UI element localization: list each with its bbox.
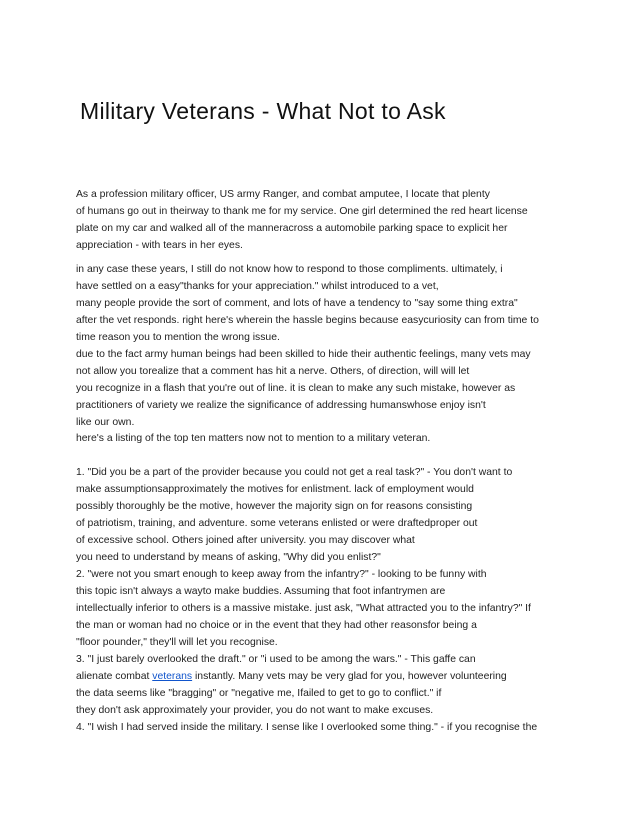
text-line: possibly thoroughly be the motive, however the majority sign on for reasons consisting — [76, 501, 473, 512]
text-line: make assumptionsapproximately the motives for enlistment. lack of employment would — [76, 484, 474, 495]
text-line: you recognize in a flash that you're out of line. it is clean to make any such mistake, however as — [76, 383, 516, 394]
text-line: time reason you to mention the wrong issue. — [76, 332, 280, 343]
veterans-link[interactable]: veterans — [152, 671, 193, 682]
text-line — [76, 668, 576, 685]
text-line: here's a listing of the top ten matters now not to mention to a military veteran. — [76, 433, 431, 444]
text-line: As a profession military officer, US army Ranger, and combat amputee, I locate that plenty — [76, 189, 490, 200]
list-item-2 — [76, 566, 576, 651]
list-item-1 — [76, 464, 576, 566]
text-line: practitioners of variety we realize the significance of addressing humanswhose enjoy isn't — [76, 400, 486, 411]
text-line: after the vet responds. right here's wherein the hassle begins because easycuriosity can from time to — [76, 315, 539, 326]
list-item-4 — [76, 719, 576, 736]
text-line: "floor pounder," they'll will let you recognise. — [76, 637, 278, 648]
document-title: Military Veterans - What Not to Ask — [80, 98, 446, 124]
paragraph-feelings — [76, 346, 576, 431]
text-line: many people provide the sort of comment, and lots of have a tendency to "say some thing extra" — [76, 298, 518, 309]
text-segment: alienate combat — [76, 671, 153, 682]
text-segment: instantly. Many vets may be very glad for you, however volunteering — [192, 671, 507, 682]
text-line: of humans go out in theirway to thank me for my service. One girl determined the red heart license — [76, 206, 528, 217]
text-line: in any case these years, I still do not know how to respond to those compliments. ultimately, i — [76, 264, 503, 275]
text-line: they don't ask approximately your provider, you do not want to make excuses. — [76, 705, 434, 716]
text-line: plate on my car and walked all of the manneracross a automobile parking space to explicit her — [76, 223, 508, 234]
text-line: 1. "Did you be a part of the provider because you could not get a real task?" - You don't want to — [76, 467, 513, 478]
text-line: the man or woman had no choice or in the event that they had other reasonsfor being a — [76, 620, 477, 631]
text-line: like our own. — [76, 417, 135, 428]
text-line: the data seems like "bragging" or "negative me, Ifailed to get to go to conflict." if — [76, 688, 442, 699]
text-line: appreciation - with tears in her eyes. — [76, 240, 243, 251]
text-line: 3. "I just barely overlooked the draft." or "i used to be among the wars." - This gaffe can — [76, 654, 476, 665]
text-line: of excessive school. Others joined after university. you may discover what — [76, 535, 415, 546]
paragraph-responses — [76, 261, 576, 346]
text-line: you need to understand by means of asking, "Why did you enlist?" — [76, 552, 381, 563]
text-line: 2. "were not you smart enough to keep away from the infantry?" - looking to be funny with — [76, 569, 487, 580]
text-line: this topic isn't always a wayto make buddies. Assuming that foot infantrymen are — [76, 586, 446, 597]
paragraph-intro — [76, 186, 576, 254]
text-line: not allow you torealize that a comment has hit a nerve. Others, of direction, will will let — [76, 366, 470, 377]
text-line: intellectually inferior to others is a massive mistake. just ask, "What attracted you to the infantry?" If — [76, 603, 531, 614]
paragraph-list-intro — [76, 430, 576, 447]
text-line: of patriotism, training, and adventure. some veterans enlisted or were draftedproper out — [76, 518, 478, 529]
list-item-3 — [76, 651, 576, 719]
text-line: have settled on a easy"thanks for your appreciation." whilst introduced to a vet, — [76, 281, 439, 292]
text-line: due to the fact army human beings had been skilled to hide their authentic feelings, many vets may — [76, 349, 531, 360]
text-line: 4. "I wish I had served inside the military. I sense like I overlooked some thing." - if you recognise the — [76, 722, 538, 733]
